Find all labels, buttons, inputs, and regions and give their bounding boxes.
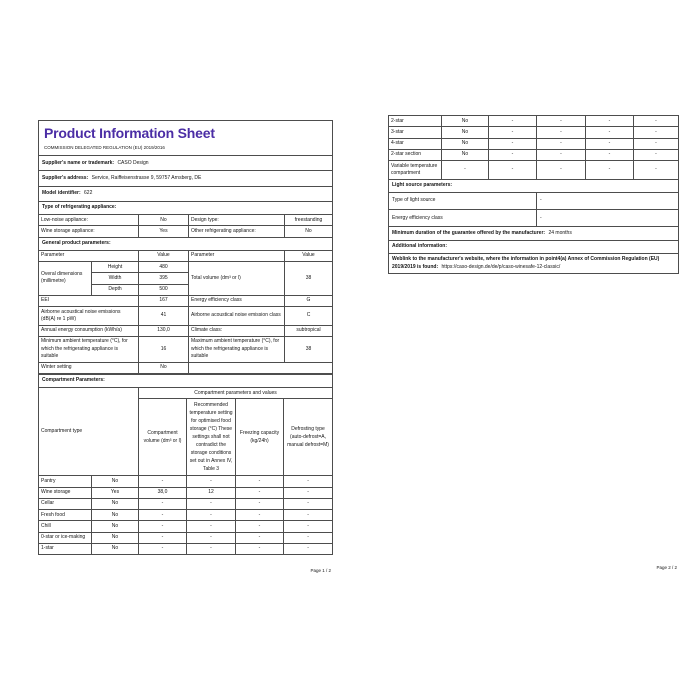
compartment-value-cell: - (236, 487, 284, 498)
compartment-value-cell: - (489, 149, 537, 160)
param-label-cell: Climate class: (189, 325, 285, 336)
light-source-heading: Light source parameters: (389, 179, 679, 192)
parameter-row (39, 295, 333, 306)
general-heading-row (39, 237, 333, 250)
compartment-present-cell: No (92, 532, 139, 543)
compartment-value-cell: - (187, 532, 236, 543)
compartment-value-cell: - (139, 476, 187, 487)
compartment-value-cell: - (489, 138, 537, 149)
compartment-value-cell: - (489, 116, 537, 127)
compartment-present-cell: No (442, 127, 489, 138)
param-label-cell: Other refrigerating appliance: (189, 226, 285, 237)
compartment-present-cell: - (442, 161, 489, 180)
compartment-present-cell: No (442, 149, 489, 160)
type-heading: Type of refrigerating appliance: (39, 201, 333, 214)
param-value-cell: No (285, 226, 333, 237)
compartment-name-cell: 3-star (389, 127, 442, 138)
compartment-value-cell: - (139, 543, 187, 554)
compartment-value-cell: - (586, 138, 634, 149)
compartment-value-cell: 12 (187, 487, 236, 498)
compartment-value-cell: - (634, 161, 679, 180)
guarantee-value: 24 months (548, 229, 572, 236)
param-label-cell: Maximum ambient temperature (°C), for which the refrigerating appliance is suitable (189, 336, 285, 362)
column-header: Value (285, 250, 333, 261)
compartment-row (39, 521, 333, 532)
compartment-name-cell: Chill (39, 521, 92, 532)
page-title: Product Information Sheet (44, 125, 215, 141)
compartment-value-cell: - (187, 510, 236, 521)
compartment-row (39, 476, 333, 487)
compartment-value-cell: - (537, 138, 586, 149)
dimension-value-cell: 480 (139, 262, 189, 273)
compartment-value-cell: - (187, 476, 236, 487)
compartment-name-cell: 2-star (389, 116, 442, 127)
model-identifier-cell (39, 186, 333, 201)
compartment-row (389, 127, 679, 138)
dimension-value-cell: 500 (139, 284, 189, 295)
param-label-cell: EEI (39, 295, 139, 306)
appliance-type-row (39, 215, 333, 226)
compartment-value-cell: - (284, 498, 333, 509)
param-label-cell: Type of light source (389, 192, 537, 209)
weblink-label: Weblink to the manufacturer's website, where the information in point4(a) Annex of Commission Regulation (EU) 2019/2019 is found: (392, 256, 660, 270)
compartment-group-header: Compartment parameters and values (139, 388, 333, 399)
compartment-subheader: Defrosting type (auto-defrost=A, manual defrost=M) (284, 399, 333, 476)
compartment-heading-row (39, 374, 333, 387)
compartment-value-cell: - (537, 116, 586, 127)
compartment-value-cell: - (139, 498, 187, 509)
total-volume-label-cell: Total volume (dm³ or l) (189, 262, 285, 296)
compartment-value-cell: - (489, 161, 537, 180)
compartment-heading: Compartment Parameters: (39, 374, 333, 387)
param-value-cell: 41 (139, 307, 189, 326)
param-value-cell: Yes (139, 226, 189, 237)
param-label-cell: Airborne acoustical noise emissions (dB(A) re 1 pW) (39, 307, 139, 326)
parameter-row (39, 307, 333, 326)
dimensions-label-cell: Overal dimensions (millimetre) (39, 262, 92, 296)
compartment-row (39, 498, 333, 509)
compartment-value-cell: - (586, 161, 634, 180)
compartment-name-cell: 0-star or ice-making (39, 532, 92, 543)
param-value-cell: - (537, 210, 679, 227)
model-identifier-row (39, 186, 333, 201)
compartment-value-cell: - (634, 149, 679, 160)
weblink-cell (389, 253, 679, 274)
supplier-name-label: Supplier's name or trademark: (42, 159, 115, 166)
compartment-value-cell: - (236, 521, 284, 532)
compartment-table-continued (388, 115, 679, 274)
compartment-row (39, 487, 333, 498)
compartment-value-cell: - (537, 127, 586, 138)
compartment-row (39, 510, 333, 521)
compartment-row (39, 532, 333, 543)
compartment-value-cell: - (284, 476, 333, 487)
light-source-row (389, 192, 679, 209)
compartment-present-cell: No (92, 510, 139, 521)
compartment-value-cell: - (236, 476, 284, 487)
param-value-cell: 38 (285, 336, 333, 362)
param-label-cell: Airborne acoustical noise emission class (189, 307, 285, 326)
compartment-value-cell: - (586, 149, 634, 160)
param-label-cell: Energy efficiency class (389, 210, 537, 227)
column-header: Parameter (189, 250, 285, 261)
product-info-table (38, 120, 333, 374)
title-row (39, 121, 333, 156)
column-header-row (39, 250, 333, 261)
compartment-present-cell: No (442, 116, 489, 127)
winter-setting-row (39, 362, 333, 373)
param-value-cell: No (139, 215, 189, 226)
param-label-cell: Design type: (189, 215, 285, 226)
type-heading-row (39, 201, 333, 214)
compartment-value-cell: - (284, 532, 333, 543)
compartment-value-cell: - (187, 543, 236, 554)
parameter-row (39, 336, 333, 362)
compartment-present-cell: No (442, 138, 489, 149)
light-source-row (389, 210, 679, 227)
compartment-type-header: Compartment type (39, 388, 139, 476)
supplier-name-value: CASO Design (117, 159, 149, 166)
param-value-cell: C (285, 307, 333, 326)
param-label-cell: Low-noise appliance: (39, 215, 139, 226)
model-identifier-label: Model identifier: (42, 190, 81, 197)
compartment-value-cell: - (236, 543, 284, 554)
compartment-value-cell: - (236, 532, 284, 543)
additional-heading-row (389, 240, 679, 253)
param-value-cell: 130,0 (139, 325, 189, 336)
compartment-subheader: Recommended temperature setting for optimised food storage (°C) These settings shall not contradict the storage conditions set out in Annex IV, Table 3 (187, 399, 236, 476)
compartment-value-cell: - (236, 498, 284, 509)
compartment-value-cell: - (537, 161, 586, 180)
total-volume-value-cell: 38 (285, 262, 333, 296)
param-label-cell: Winter setting (39, 362, 139, 373)
compartment-value-cell: - (634, 127, 679, 138)
model-identifier-value: 622 (84, 190, 93, 197)
appliance-type-row (39, 226, 333, 237)
compartment-value-cell: - (284, 510, 333, 521)
page-number: Page 2 / 2 (656, 565, 677, 570)
weblink-row (389, 253, 679, 274)
guarantee-label: Minimum duration of the guarantee offered by the manufacturer: (392, 229, 546, 236)
param-label-cell: Minimum ambient temperature (°C), for which the refrigerating appliance is suitable (39, 336, 139, 362)
dimensions-row (39, 262, 333, 273)
compartment-name-cell: 1-star (39, 543, 92, 554)
compartment-present-cell: No (92, 543, 139, 554)
compartment-row (389, 116, 679, 127)
supplier-address-value: Service, Raiffeisenstrasse 9, 59757 Arnsberg, DE (91, 174, 202, 181)
compartment-value-cell: - (284, 543, 333, 554)
dimension-name-cell: Width (92, 273, 139, 284)
supplier-address-row (39, 171, 333, 186)
page-1 (38, 120, 332, 590)
param-label-cell: Energy efficiency class (189, 295, 285, 306)
compartment-present-cell: No (92, 521, 139, 532)
compartment-group-header-row (39, 388, 333, 399)
page-number: Page 1 / 2 (310, 568, 331, 573)
compartment-value-cell: - (139, 510, 187, 521)
param-value-cell: No (139, 362, 189, 373)
compartment-table (38, 374, 333, 555)
compartment-subheader: Compartment volume (dm³ or l) (139, 399, 187, 476)
param-label-cell: Annual energy consumption (kWh/a) (39, 325, 139, 336)
light-heading-row (389, 179, 679, 192)
param-value-cell: subtropical (285, 325, 333, 336)
compartment-value-cell: - (187, 498, 236, 509)
empty-cell (189, 362, 333, 373)
compartment-value-cell: - (586, 127, 634, 138)
compartment-value-cell: - (284, 521, 333, 532)
compartment-row (39, 543, 333, 554)
compartment-name-cell: 4-star (389, 138, 442, 149)
compartment-name-cell: 2-star section (389, 149, 442, 160)
dimension-name-cell: Height (92, 262, 139, 273)
compartment-value-cell: - (139, 521, 187, 532)
compartment-name-cell: Fresh food (39, 510, 92, 521)
compartment-row (389, 138, 679, 149)
param-value-cell: - (537, 192, 679, 209)
dimension-value-cell: 395 (139, 273, 189, 284)
compartment-value-cell: 38,0 (139, 487, 187, 498)
compartment-present-cell: Yes (92, 487, 139, 498)
compartment-name-cell: Wine storage (39, 487, 92, 498)
column-header: Parameter (39, 250, 139, 261)
dimension-name-cell: Depth (92, 284, 139, 295)
compartment-value-cell: - (187, 521, 236, 532)
param-value-cell: G (285, 295, 333, 306)
compartment-value-cell: - (284, 487, 333, 498)
regulation-subtitle: COMMISSION DELEGATED REGULATION (EU) 2019/2016 (44, 144, 165, 150)
compartment-row (389, 161, 679, 180)
param-label-cell: Wine storage appliance: (39, 226, 139, 237)
compartment-name-cell: Pantry (39, 476, 92, 487)
compartment-name-cell: Variable temperature compartment (389, 161, 442, 180)
additional-info-heading: Additional information: (389, 240, 679, 253)
guarantee-row (389, 227, 679, 240)
param-value-cell: freestanding (285, 215, 333, 226)
compartment-value-cell: - (586, 116, 634, 127)
parameter-row (39, 325, 333, 336)
compartment-value-cell: - (634, 138, 679, 149)
supplier-name-cell (39, 156, 333, 171)
weblink-url: https://caso-design.de/de/p/caso-winesafe-12-classic/ (441, 263, 561, 270)
compartment-present-cell: No (92, 476, 139, 487)
page-2 (388, 115, 678, 585)
compartment-value-cell: - (489, 127, 537, 138)
compartment-subheader: Freezing capacity (kg/24h) (236, 399, 284, 476)
compartment-value-cell: - (139, 532, 187, 543)
compartment-present-cell: No (92, 498, 139, 509)
supplier-name-row (39, 156, 333, 171)
supplier-address-cell (39, 171, 333, 186)
compartment-row (389, 149, 679, 160)
param-value-cell: 167 (139, 295, 189, 306)
param-value-cell: 16 (139, 336, 189, 362)
guarantee-cell (389, 227, 679, 240)
compartment-value-cell: - (634, 116, 679, 127)
title-cell (39, 121, 333, 156)
compartment-value-cell: - (537, 149, 586, 160)
compartment-value-cell: - (236, 510, 284, 521)
general-heading: General product parameters: (39, 237, 333, 250)
supplier-address-label: Supplier's address: (42, 174, 89, 181)
compartment-name-cell: Cellar (39, 498, 92, 509)
column-header: Value (139, 250, 189, 261)
